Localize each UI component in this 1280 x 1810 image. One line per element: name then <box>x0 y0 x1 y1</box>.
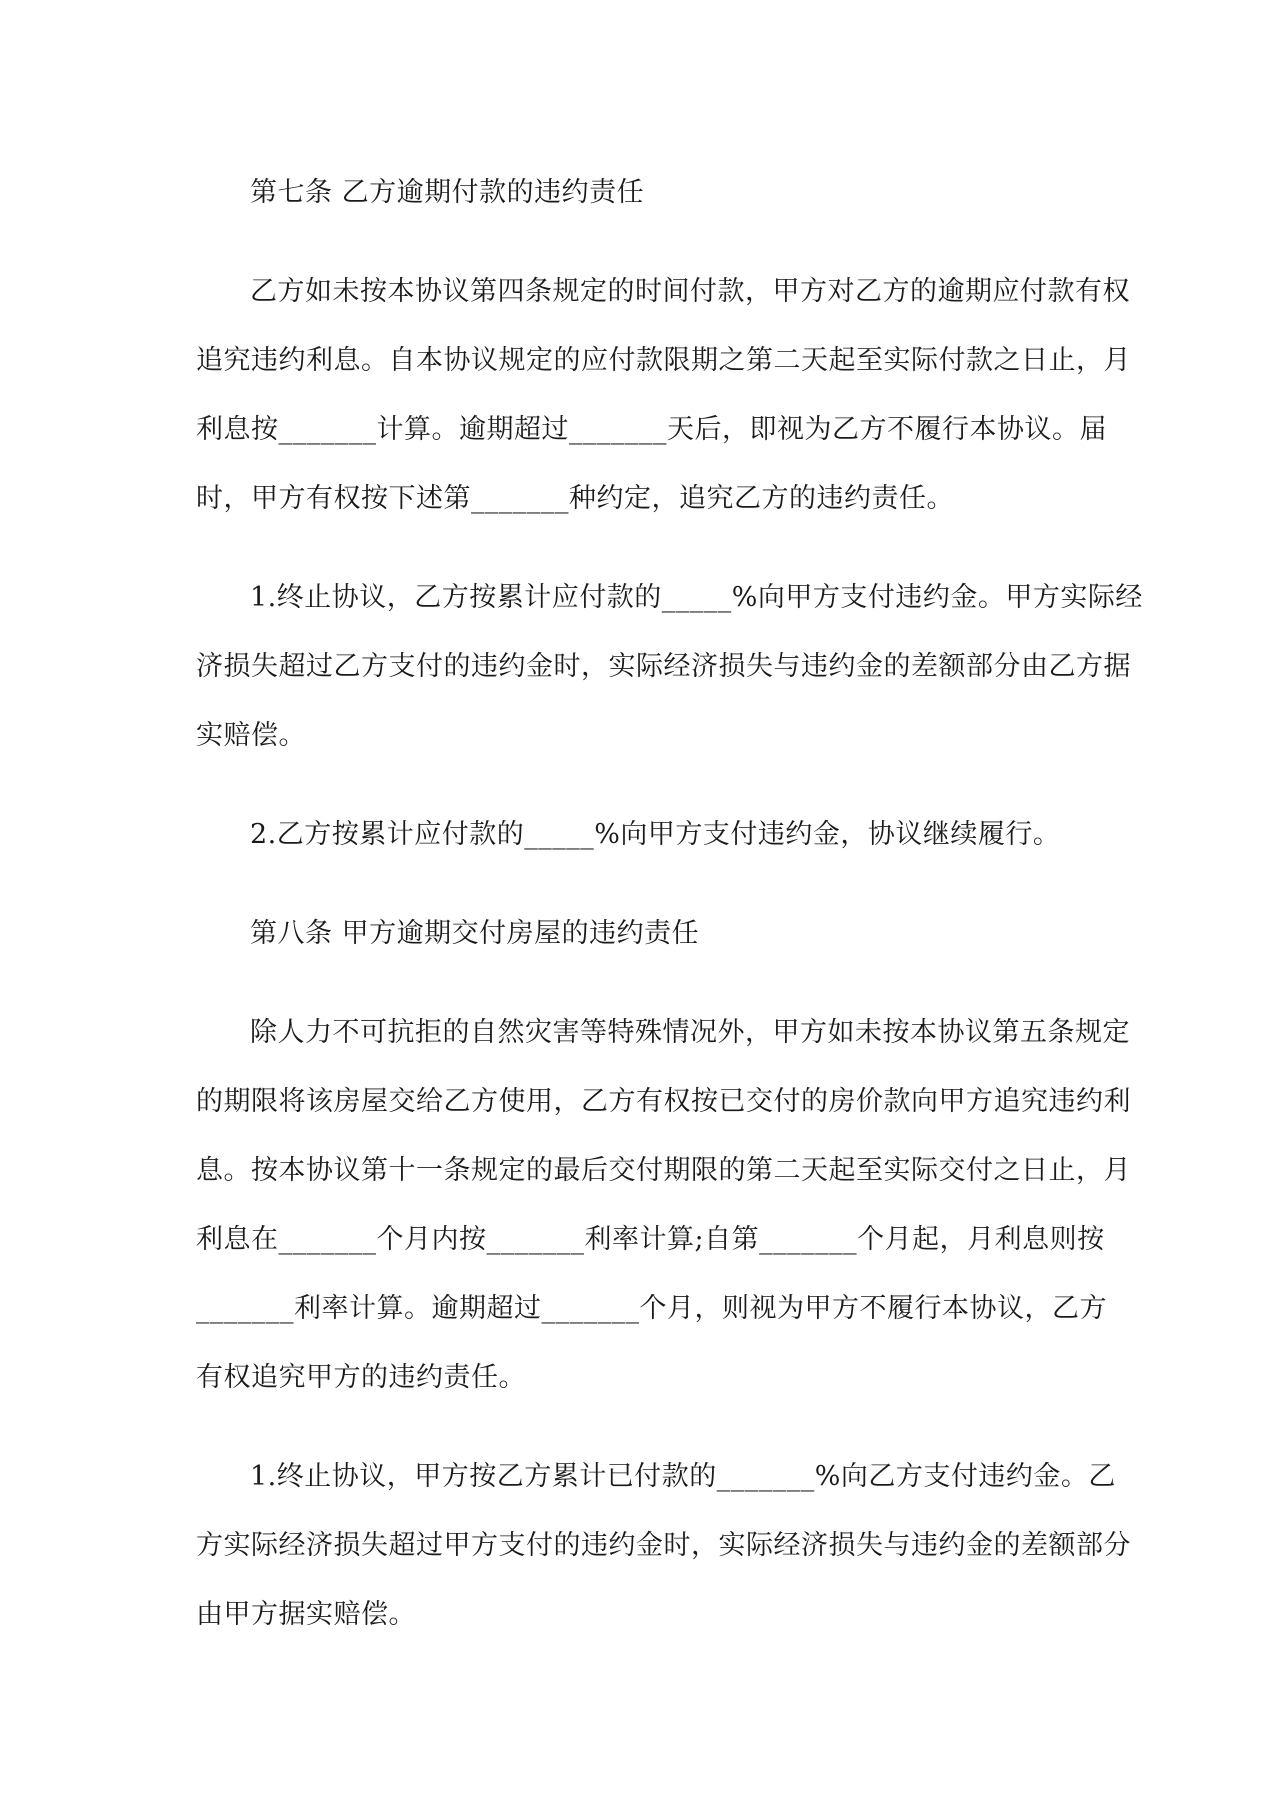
text-line: 1.终止协议，甲方按乙方累计已付款的_______%向乙方支付违约金。乙 <box>250 1461 1116 1492</box>
text-line: 时，甲方有权按下述第_______种约定，追究乙方的违约责任。 <box>196 483 954 514</box>
text-line: 济损失超过乙方支付的违约金时，实际经济损失与违约金的差额部分由乙方据 <box>196 651 1131 682</box>
text-line: 由甲方据实赔偿。 <box>196 1599 416 1630</box>
text-line: _______利率计算。逾期超过_______个月，则视为甲方不履行本协议，乙方 <box>196 1293 1107 1324</box>
article-8-title <box>196 899 1086 968</box>
text-line: 利息按_______计算。逾期超过_______天后，即视为乙方不履行本协议。届 <box>196 414 1107 445</box>
text-line: 利息在_______个月内按_______利率计算;自第_______个月起，月利息则按 <box>196 1224 1105 1255</box>
text-line: 乙方如未按本协议第四条规定的时间付款，甲方对乙方的逾期应付款有权 <box>250 276 1130 307</box>
article-7-title <box>196 158 1086 227</box>
document-page <box>196 158 1143 1679</box>
article-8-item-1 <box>196 1442 1131 1649</box>
article-7-item-2 <box>196 800 1086 869</box>
article-7-body <box>196 257 1131 533</box>
text-line: 实赔偿。 <box>196 720 306 751</box>
article-7-item-1 <box>196 563 1143 770</box>
text-line: 的期限将该房屋交给乙方使用，乙方有权按已交付的房价款向甲方追究违约利 <box>196 1086 1131 1117</box>
text-line: 1.终止协议，乙方按累计应付款的_____%向甲方支付违约金。甲方实际经 <box>250 582 1143 613</box>
article-8-body <box>196 998 1131 1412</box>
text-line: 2.乙方按累计应付款的_____%向甲方支付违约金，协议继续履行。 <box>250 819 1061 850</box>
text-line: 息。按本协议第十一条规定的最后交付期限的第二天起至实际交付之日止，月 <box>196 1155 1131 1186</box>
text-line: 除人力不可抗拒的自然灾害等特殊情况外，甲方如未按本协议第五条规定 <box>250 1017 1130 1048</box>
text-line: 追究违约利息。自本协议规定的应付款限期之第二天起至实际付款之日止，月 <box>196 345 1131 376</box>
text-line: 方实际经济损失超过甲方支付的违约金时，实际经济损失与违约金的差额部分 <box>196 1530 1131 1561</box>
text-line: 第八条 甲方逾期交付房屋的违约责任 <box>250 918 700 949</box>
text-line: 第七条 乙方逾期付款的违约责任 <box>250 177 645 208</box>
text-line: 有权追究甲方的违约责任。 <box>196 1362 526 1393</box>
